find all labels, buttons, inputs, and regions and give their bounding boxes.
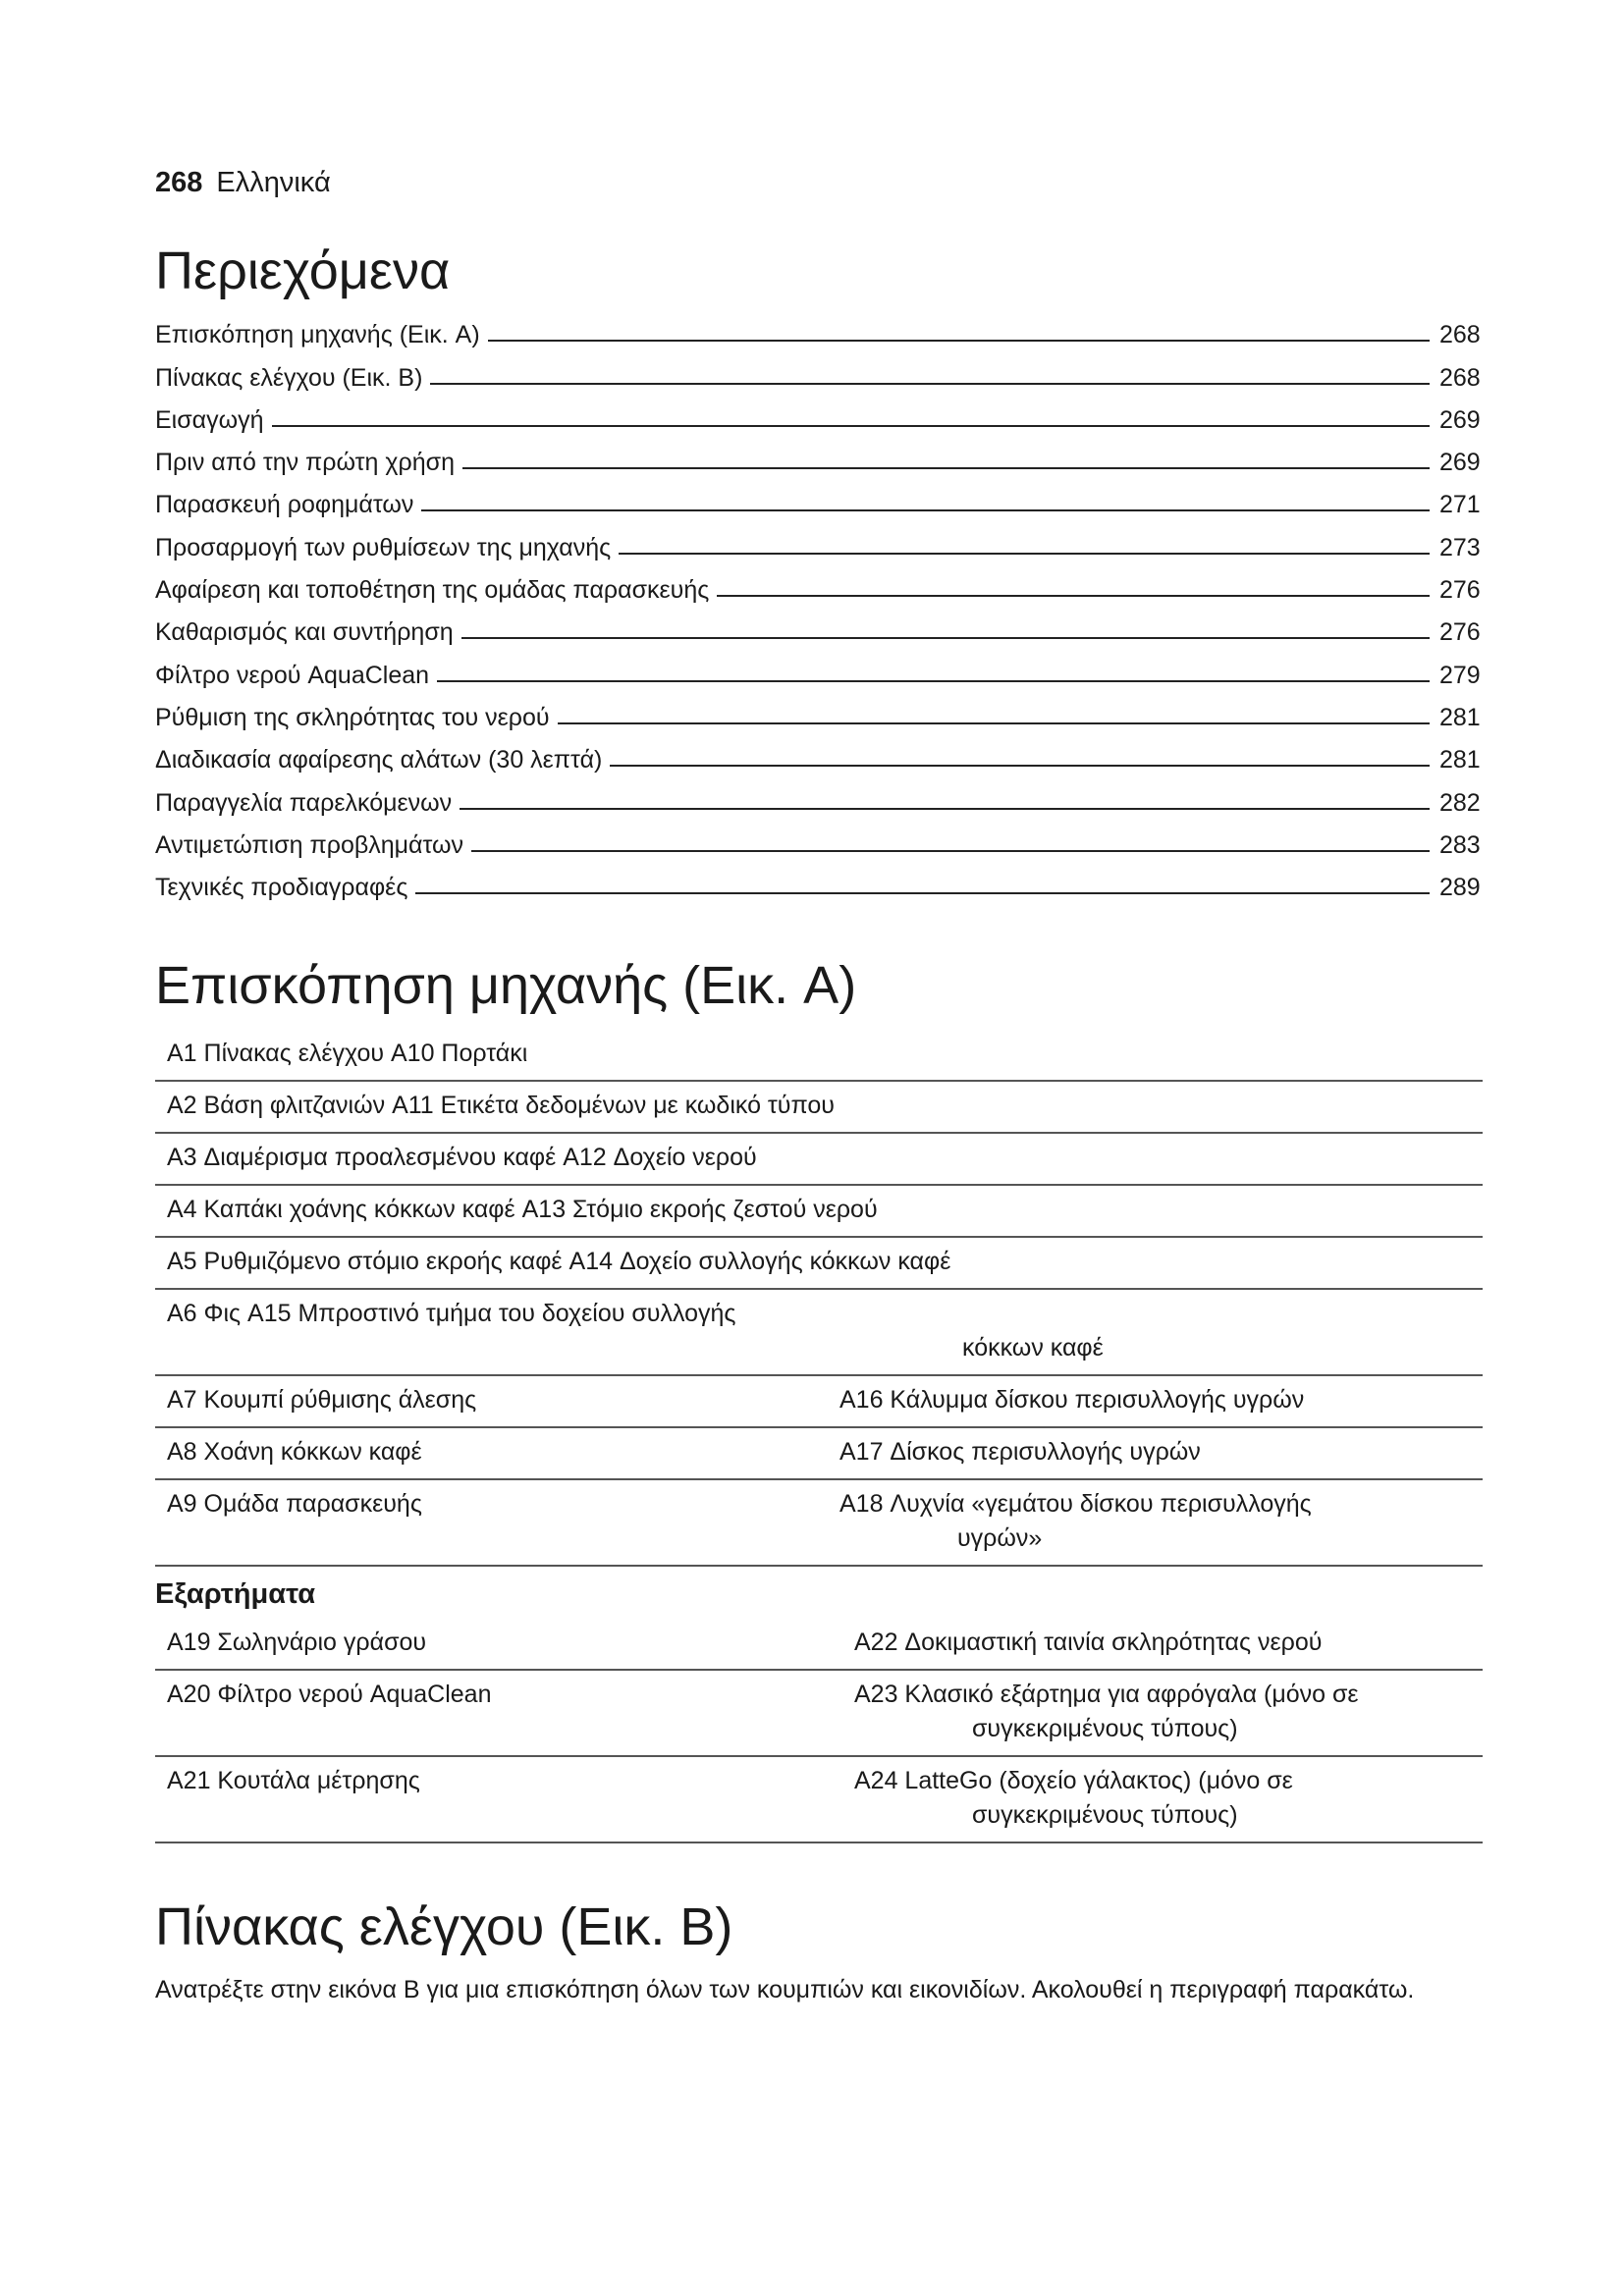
toc-entry bbox=[155, 774, 1483, 817]
toc-leader-line bbox=[421, 509, 1430, 511]
toc-entry-title: Διαδικασία αφαίρεσης αλάτων (30 λεπτά) bbox=[155, 746, 603, 774]
row-right-continuation: συγκεκριμένους τύπους) bbox=[972, 1801, 1238, 1830]
page-header bbox=[155, 167, 1483, 199]
toc-entry bbox=[155, 519, 1483, 561]
toc-entry bbox=[155, 349, 1483, 392]
table-row bbox=[155, 1671, 1483, 1757]
toc-entry-title: Αντιμετώπιση προβλημάτων bbox=[155, 830, 464, 859]
row-right-cell bbox=[854, 1767, 1483, 1830]
table-row bbox=[155, 1290, 1483, 1376]
row-left-cell: A20 Φίλτρο νερού AquaClean bbox=[167, 1681, 492, 1709]
toc-leader-line bbox=[415, 892, 1430, 894]
toc-entry-page: 279 bbox=[1439, 661, 1481, 689]
row-right-cell: A17 Δίσκος περισυλλογής υγρών bbox=[839, 1438, 1201, 1467]
row-left-cell: A19 Σωληνάριο γράσου bbox=[167, 1629, 427, 1657]
toc-leader-line bbox=[610, 765, 1430, 767]
row-text: A6 Φις A15 Μπροστινό τμήμα του δοχείου συλλογής bbox=[167, 1300, 736, 1328]
row-right-continuation: συγκεκριμένους τύπους) bbox=[972, 1715, 1238, 1743]
row-right-cell bbox=[839, 1490, 1483, 1553]
table-row: A4 Καπάκι χοάνης κόκκων καφέ A13 Στόμιο εκροής ζεστού νερού bbox=[155, 1186, 1483, 1238]
toc-entry-title: Πριν από την πρώτη χρήση bbox=[155, 449, 455, 477]
table-row bbox=[155, 1757, 1483, 1843]
toc-leader-line bbox=[430, 383, 1430, 385]
toc-entry-title: Καθαρισμός και συντήρηση bbox=[155, 618, 454, 647]
toc-entry-title: Αφαίρεση και τοποθέτηση της ομάδας παρασκευής bbox=[155, 576, 710, 605]
toc-entry-page: 276 bbox=[1439, 618, 1481, 647]
table-row bbox=[155, 1376, 1483, 1428]
toc-entry-page: 273 bbox=[1439, 533, 1481, 561]
toc-title: Περιεχόμενα bbox=[155, 241, 451, 300]
toc-leader-line bbox=[460, 808, 1430, 810]
table-row: A2 Βάση φλιτζανιών A11 Ετικέτα δεδομένων με κωδικό τύπου bbox=[155, 1082, 1483, 1134]
toc-leader-line bbox=[471, 850, 1430, 852]
row-right-cell bbox=[854, 1681, 1483, 1743]
row-right-continuation: υγρών» bbox=[957, 1524, 1043, 1553]
toc-leader-line bbox=[488, 340, 1430, 342]
toc-leader-line bbox=[462, 467, 1430, 469]
row-right-text: A22 Δοκιμαστική ταινία σκληρότητας νερού bbox=[854, 1629, 1323, 1657]
accessories-heading: Εξαρτήματα bbox=[155, 1578, 316, 1611]
control-panel-heading: Πίνακας ελέγχου (Εικ. B) bbox=[155, 1897, 733, 1957]
toc-leader-line bbox=[461, 637, 1430, 639]
toc-entry bbox=[155, 562, 1483, 605]
accessories-table bbox=[155, 1619, 1483, 1843]
toc-entry bbox=[155, 435, 1483, 477]
row-right-text: A18 Λυχνία «γεμάτου δίσκου περισυλλογής bbox=[839, 1490, 1312, 1519]
table-row: A1 Πίνακας ελέγχου A10 Πορτάκι bbox=[155, 1030, 1483, 1082]
toc-entry-page: 271 bbox=[1439, 491, 1481, 519]
overview-table bbox=[155, 1030, 1483, 1567]
document-page bbox=[155, 167, 1483, 2008]
row-right-cell: A16 Κάλυμμα δίσκου περισυλλογής υγρών bbox=[839, 1386, 1305, 1415]
toc-entry-page: 281 bbox=[1439, 746, 1481, 774]
row-left-cell: A8 Χοάνη κόκκων καφέ bbox=[167, 1438, 422, 1467]
toc-leader-line bbox=[272, 425, 1430, 427]
toc-entry-page: 276 bbox=[1439, 576, 1481, 605]
toc-entry-title: Παρασκευή ροφημάτων bbox=[155, 491, 414, 519]
toc-entry bbox=[155, 605, 1483, 647]
toc-entry bbox=[155, 818, 1483, 860]
toc-entry bbox=[155, 647, 1483, 689]
row-text-continuation: κόκκων καφέ bbox=[962, 1334, 1104, 1362]
toc-entry-title: Προσαρμογή των ρυθμίσεων της μηχανής bbox=[155, 533, 612, 561]
table-row bbox=[155, 1619, 1483, 1671]
toc-entry-title: Πίνακας ελέγχου (Εικ. B) bbox=[155, 363, 423, 392]
toc-leader-line bbox=[558, 722, 1430, 724]
toc-leader-line bbox=[619, 553, 1430, 555]
row-left-cell: A9 Ομάδα παρασκευής bbox=[167, 1490, 422, 1519]
toc-entry-title: Επισκόπηση μηχανής (Εικ. A) bbox=[155, 321, 480, 349]
toc-entry-title: Τεχνικές προδιαγραφές bbox=[155, 874, 408, 902]
toc-entry-title: Ρύθμιση της σκληρότητας του νερού bbox=[155, 703, 550, 731]
toc-entry-page: 269 bbox=[1439, 405, 1481, 434]
toc-entry bbox=[155, 690, 1483, 732]
toc-leader-line bbox=[437, 680, 1430, 682]
toc-entry-page: 283 bbox=[1439, 830, 1481, 859]
overview-heading: Επισκόπηση μηχανής (Εικ. A) bbox=[155, 956, 857, 1016]
toc-entry bbox=[155, 732, 1483, 774]
toc-entry-title: Φίλτρο νερού AquaClean bbox=[155, 661, 430, 689]
row-right-cell bbox=[854, 1629, 1483, 1657]
table-of-contents bbox=[155, 307, 1483, 902]
toc-entry bbox=[155, 393, 1483, 435]
control-panel-intro: Ανατρέξτε στην εικόνα B για μια επισκόπηση όλων των κουμπιών και εικονιδίων. Ακολουθεί η περιγραφή παρακάτω. bbox=[155, 1976, 1415, 2004]
row-right-text: A23 Κλασικό εξάρτημα για αφρόγαλα (μόνο σε bbox=[854, 1681, 1359, 1709]
table-row: A3 Διαμέρισμα προαλεσμένου καφέ A12 Δοχείο νερού bbox=[155, 1134, 1483, 1186]
row-left-cell: A21 Κουτάλα μέτρησης bbox=[167, 1767, 420, 1795]
toc-entry-page: 268 bbox=[1439, 321, 1481, 349]
row-left-cell: A7 Κουμπί ρύθμισης άλεσης bbox=[167, 1386, 477, 1415]
table-row bbox=[155, 1428, 1483, 1480]
toc-entry-title: Εισαγωγή bbox=[155, 405, 264, 434]
toc-entry bbox=[155, 860, 1483, 902]
row-right-text: A24 LatteGo (δοχείο γάλακτος) (μόνο σε bbox=[854, 1767, 1293, 1795]
table-row bbox=[155, 1480, 1483, 1567]
toc-entry-page: 268 bbox=[1439, 363, 1481, 392]
toc-entry-page: 289 bbox=[1439, 874, 1481, 902]
page-number: 268 bbox=[155, 167, 203, 198]
toc-entry bbox=[155, 477, 1483, 519]
toc-entry-page: 269 bbox=[1439, 449, 1481, 477]
toc-leader-line bbox=[717, 595, 1430, 597]
toc-entry-title: Παραγγελία παρελκόμενων bbox=[155, 788, 453, 817]
table-row: A5 Ρυθμιζόμενο στόμιο εκροής καφέ A14 Δοχείο συλλογής κόκκων καφέ bbox=[155, 1238, 1483, 1290]
page-language: Ελληνικά bbox=[216, 167, 331, 198]
toc-entry-page: 282 bbox=[1439, 788, 1481, 817]
toc-entry bbox=[155, 307, 1483, 349]
toc-entry-page: 281 bbox=[1439, 703, 1481, 731]
